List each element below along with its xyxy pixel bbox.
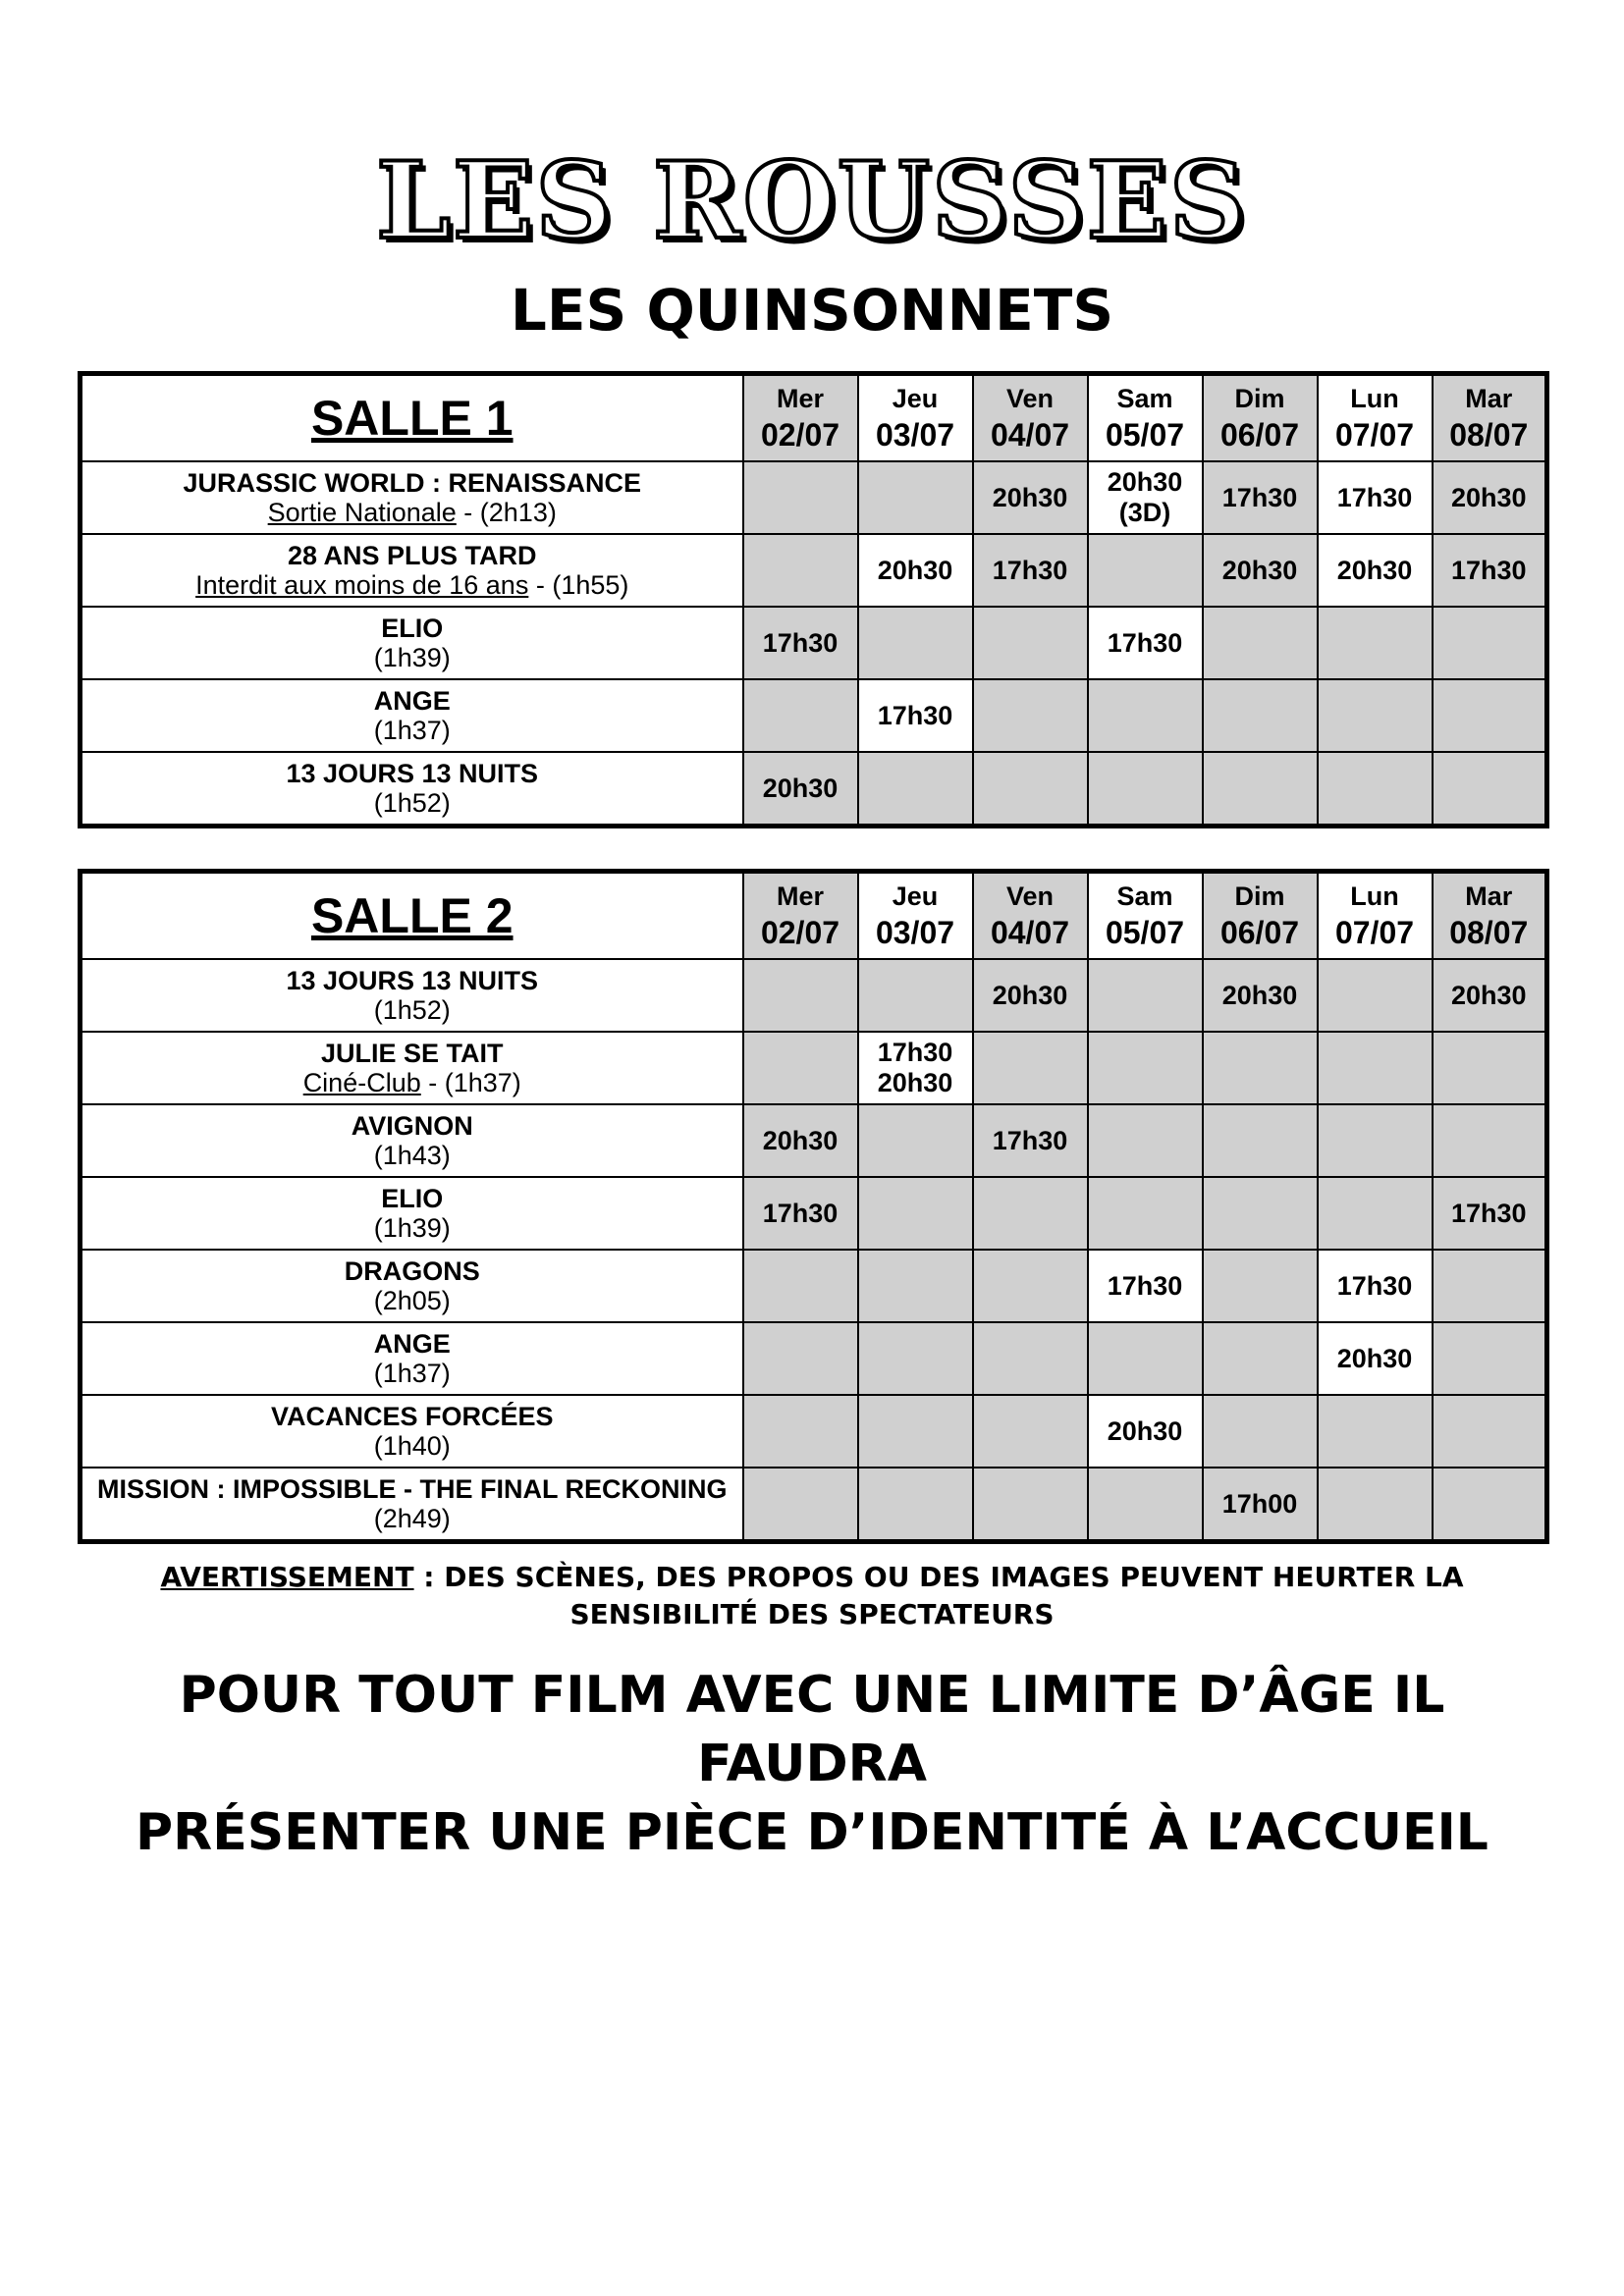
showtime-cell (1088, 1250, 1203, 1322)
showtime-cell (743, 1395, 858, 1468)
film-duration: (1h37) (373, 716, 451, 745)
showtime: 17h30 (1336, 482, 1413, 512)
showtime: 17h30 (992, 555, 1068, 585)
day-name: Ven (1005, 384, 1055, 413)
showtime-cell (1088, 959, 1203, 1032)
id-notice-line-1: POUR TOUT FILM AVEC UNE LIMITE D’ÂGE IL FAUDRA (179, 1666, 1445, 1793)
film-separator: - (420, 1068, 445, 1097)
showtime: 20h30 (1221, 980, 1298, 1010)
day-date: 08/07 (1449, 915, 1529, 950)
film-cell (81, 1032, 743, 1104)
day-name: Mer (776, 881, 824, 911)
showtime: 20h30 (1221, 555, 1298, 585)
showtime-cell (1433, 1468, 1547, 1542)
film-info (82, 498, 742, 527)
showtime-cell (743, 1468, 858, 1542)
showtime-cell (858, 1104, 973, 1177)
showtime: 20h30 (762, 1125, 839, 1155)
showtime: 20h30 (1336, 1343, 1413, 1373)
film-row (81, 679, 1547, 752)
film-info (82, 1359, 742, 1388)
showtime-cell (743, 1104, 858, 1177)
showtime-cell (1088, 752, 1203, 827)
showtime: 20h30 (877, 1068, 953, 1097)
day-date: 07/07 (1334, 417, 1415, 453)
day-header (1318, 374, 1433, 462)
showtime-cell (1088, 534, 1203, 607)
day-name: Mar (1465, 881, 1513, 911)
film-duration: (1h37) (444, 1068, 521, 1097)
showtime-cell (858, 1250, 973, 1322)
film-title: DRAGONS (344, 1256, 480, 1286)
day-name: Mer (776, 384, 824, 413)
showtime-cell (973, 1104, 1088, 1177)
film-cell (81, 679, 743, 752)
day-name: Lun (1350, 881, 1399, 911)
showtime-cell (973, 752, 1088, 827)
film-cell (81, 461, 743, 534)
day-name: Mar (1465, 384, 1513, 413)
showtime: 17h30 (1336, 1270, 1413, 1301)
showtime: 20h30 (1107, 1415, 1183, 1446)
showtime-cell (1203, 1468, 1318, 1542)
day-date: 05/07 (1105, 915, 1185, 950)
showtime: 20h30 (992, 980, 1068, 1010)
day-name: Sam (1116, 384, 1173, 413)
showtime-cell (973, 461, 1088, 534)
film-row (81, 1250, 1547, 1322)
showtime-cell (743, 752, 858, 827)
warning-text (93, 1559, 1531, 1633)
showtime-cell (1203, 607, 1318, 679)
film-row (81, 1468, 1547, 1542)
film-title: MISSION : IMPOSSIBLE - THE FINAL RECKONING (96, 1474, 728, 1504)
showtime-cell (1088, 1032, 1203, 1104)
film-row (81, 752, 1547, 827)
day-date: 04/07 (990, 417, 1070, 453)
day-header (858, 374, 973, 462)
film-info (82, 1068, 742, 1097)
day-name: Jeu (892, 881, 939, 911)
showtime-cell (973, 1250, 1088, 1322)
showtime-cell (1088, 1468, 1203, 1542)
film-row (81, 461, 1547, 534)
cinema-title: LES ROUSSES (376, 139, 1248, 263)
film-title: ELIO (381, 614, 444, 643)
film-info (82, 716, 742, 745)
day-header (973, 374, 1088, 462)
film-title: VACANCES FORCÉES (270, 1402, 554, 1431)
showtime-cell (1433, 1104, 1547, 1177)
film-duration: (1h52) (373, 788, 451, 818)
film-info (82, 788, 742, 818)
showtime-cell (1088, 1322, 1203, 1395)
day-header (858, 872, 973, 960)
showtime-cell (1433, 534, 1547, 607)
film-cell (81, 1177, 743, 1250)
film-cell (81, 959, 743, 1032)
showtime-cell (1318, 959, 1433, 1032)
day-date: 02/07 (760, 417, 840, 453)
showtime-cell (1318, 1468, 1433, 1542)
film-note: Ciné-Club (302, 1068, 421, 1097)
film-cell (81, 1468, 743, 1542)
showtime: 20h30 (992, 482, 1068, 512)
showtime: 20h30 (762, 773, 839, 803)
film-note: Sortie Nationale (267, 498, 457, 527)
day-header (1088, 872, 1203, 960)
showtime: 20h30 (877, 555, 953, 585)
showtime-cell (743, 1032, 858, 1104)
venue-subtitle: LES QUINSONNETS (510, 277, 1114, 344)
film-duration: (1h39) (373, 1213, 451, 1243)
showtime-cell (1433, 959, 1547, 1032)
showtime-cell (858, 752, 973, 827)
showtime-cell (1318, 752, 1433, 827)
film-title: ANGE (373, 1329, 451, 1359)
showtime-cell (1203, 1104, 1318, 1177)
day-header (1433, 872, 1547, 960)
showtime-cell (1433, 1177, 1547, 1250)
showtime-cell (1088, 1177, 1203, 1250)
showtime: (3D) (1118, 498, 1171, 527)
day-date: 06/07 (1219, 915, 1300, 950)
film-row (81, 1177, 1547, 1250)
film-cell (81, 1322, 743, 1395)
film-info (82, 1213, 742, 1243)
showtime-cell (1318, 1395, 1433, 1468)
film-duration: (1h55) (552, 570, 629, 600)
showtime-cell (1433, 461, 1547, 534)
showtime-cell (1318, 1104, 1433, 1177)
day-header (1203, 374, 1318, 462)
day-date: 07/07 (1334, 915, 1415, 950)
showtime-cell (1203, 1177, 1318, 1250)
showtime-cell (1088, 679, 1203, 752)
showtime: 17h30 (992, 1125, 1068, 1155)
film-cell (81, 752, 743, 827)
showtime-cell (743, 461, 858, 534)
showtime: 20h30 (1336, 555, 1413, 585)
showtime: 17h30 (762, 627, 839, 658)
showtime-cell (1203, 752, 1318, 827)
film-cell (81, 607, 743, 679)
showtime-cell (1318, 1177, 1433, 1250)
showtime-cell (1433, 679, 1547, 752)
film-cell (81, 534, 743, 607)
showtime-cell (1433, 1322, 1547, 1395)
showtime-cell (1433, 607, 1547, 679)
film-info (82, 570, 742, 600)
film-note: Interdit aux moins de 16 ans (195, 570, 529, 600)
showtime-cell (1203, 1322, 1318, 1395)
film-cell (81, 1104, 743, 1177)
film-row (81, 607, 1547, 679)
showtime: 17h30 (762, 1198, 839, 1228)
showtime-cell (1088, 607, 1203, 679)
salle-name: SALLE 2 (81, 872, 743, 960)
film-info (82, 643, 742, 672)
warning-label: AVERTISSEMENT (160, 1561, 414, 1593)
film-info (82, 1286, 742, 1315)
showtime: 17h30 (1450, 555, 1527, 585)
film-cell (81, 1395, 743, 1468)
showtime-cell (973, 679, 1088, 752)
showtime-cell (743, 959, 858, 1032)
film-duration: (1h52) (373, 995, 451, 1025)
film-duration: (1h43) (373, 1141, 451, 1170)
film-row (81, 1032, 1547, 1104)
film-title: AVIGNON (351, 1111, 473, 1141)
warning-body: : DES SCÈNES, DES PROPOS OU DES IMAGES PEUVENT HEURTER LA SENSIBILITÉ DES SPECTATEURS (413, 1561, 1464, 1630)
showtime-cell (1318, 1250, 1433, 1322)
showtime: 17h30 (1107, 627, 1183, 658)
showtime-cell (743, 1322, 858, 1395)
day-date: 06/07 (1219, 417, 1300, 453)
showtime-cell (858, 959, 973, 1032)
day-name: Jeu (892, 384, 939, 413)
showtime-cell (973, 1468, 1088, 1542)
showtime-cell (1088, 1104, 1203, 1177)
day-name: Dim (1234, 384, 1285, 413)
film-duration: (1h37) (373, 1359, 451, 1388)
showtime-cell (743, 1177, 858, 1250)
showtime-cell (1318, 534, 1433, 607)
day-name: Lun (1350, 384, 1399, 413)
showtime: 17h30 (1107, 1270, 1183, 1301)
film-row (81, 1104, 1547, 1177)
showtime-cell (858, 461, 973, 534)
showtime-cell (973, 1322, 1088, 1395)
day-date: 08/07 (1449, 417, 1529, 453)
film-info (82, 1141, 742, 1170)
film-title: JULIE SE TAIT (320, 1039, 504, 1068)
showtime-cell (973, 959, 1088, 1032)
showtime-cell (1318, 679, 1433, 752)
showtime: 17h30 (877, 1038, 953, 1067)
showtime: 17h00 (1221, 1488, 1298, 1519)
showtime-cell (743, 534, 858, 607)
showtime-cell (743, 679, 858, 752)
showtime: 20h30 (1450, 980, 1527, 1010)
film-row (81, 1395, 1547, 1468)
film-title: JURASSIC WORLD : RENAISSANCE (183, 468, 642, 498)
showtime-cell (858, 1468, 973, 1542)
film-title: 13 JOURS 13 NUITS (286, 966, 539, 995)
film-row (81, 534, 1547, 607)
id-notice (59, 1661, 1565, 1867)
day-name: Sam (1116, 881, 1173, 911)
film-row (81, 959, 1547, 1032)
schedule-table-salle-1 (78, 371, 1549, 828)
film-title: 28 ANS PLUS TARD (287, 541, 537, 570)
day-header (1433, 374, 1547, 462)
showtime-cell (1433, 752, 1547, 827)
showtime-cell (973, 1177, 1088, 1250)
showtime-cell (858, 607, 973, 679)
id-notice-line-2: PRÉSENTER UNE PIÈCE D’IDENTITÉ À L’ACCUEIL (135, 1803, 1489, 1862)
day-name: Ven (1005, 881, 1055, 911)
showtime-cell (743, 1250, 858, 1322)
day-header (973, 872, 1088, 960)
showtime: 17h30 (1221, 482, 1298, 512)
film-duration: (2h49) (373, 1504, 451, 1533)
salle-name: SALLE 1 (81, 374, 743, 462)
showtime-cell (1203, 461, 1318, 534)
showtime-cell (1433, 1395, 1547, 1468)
day-header (1203, 872, 1318, 960)
showtime-cell (1203, 679, 1318, 752)
showtime-cell (858, 679, 973, 752)
film-info (82, 995, 742, 1025)
film-title: ELIO (381, 1184, 444, 1213)
film-info (82, 1431, 742, 1461)
showtime: 20h30 (1107, 467, 1183, 497)
day-header (743, 374, 858, 462)
showtime-cell (1433, 1250, 1547, 1322)
day-date: 03/07 (875, 915, 955, 950)
film-separator: - (528, 570, 553, 600)
showtime-cell (858, 1322, 973, 1395)
showtime-cell (1203, 534, 1318, 607)
showtime: 20h30 (1450, 482, 1527, 512)
showtime: 17h30 (877, 700, 953, 730)
day-date: 02/07 (760, 915, 840, 950)
film-info (82, 1504, 742, 1533)
day-date: 05/07 (1105, 417, 1185, 453)
film-cell (81, 1250, 743, 1322)
film-separator: - (456, 498, 480, 527)
showtime-cell (1318, 1032, 1433, 1104)
showtime-cell (973, 1032, 1088, 1104)
day-name: Dim (1234, 881, 1285, 911)
film-duration: (2h05) (373, 1286, 451, 1315)
showtime-cell (973, 534, 1088, 607)
showtime-cell (1433, 1032, 1547, 1104)
showtime-cell (973, 607, 1088, 679)
showtime-cell (858, 1177, 973, 1250)
day-date: 03/07 (875, 417, 955, 453)
showtime-cell (1203, 959, 1318, 1032)
day-header (743, 872, 858, 960)
showtime-cell (1088, 461, 1203, 534)
film-row (81, 1322, 1547, 1395)
showtime-cell (858, 534, 973, 607)
schedule-table-salle-2 (78, 869, 1549, 1544)
showtime-cell (973, 1395, 1088, 1468)
film-duration: (2h13) (479, 498, 557, 527)
showtime-cell (743, 607, 858, 679)
showtime-cell (1318, 461, 1433, 534)
header-row (81, 872, 1547, 960)
header-row (81, 374, 1547, 462)
showtime-cell (858, 1395, 973, 1468)
showtime-cell (1318, 1322, 1433, 1395)
showtime: 17h30 (1450, 1198, 1527, 1228)
showtime-cell (858, 1032, 973, 1104)
showtime-cell (1203, 1032, 1318, 1104)
day-date: 04/07 (990, 915, 1070, 950)
film-title: ANGE (373, 686, 451, 716)
film-title: 13 JOURS 13 NUITS (286, 759, 539, 788)
showtime-cell (1203, 1395, 1318, 1468)
showtime-cell (1088, 1395, 1203, 1468)
day-header (1088, 374, 1203, 462)
film-duration: (1h40) (373, 1431, 451, 1461)
film-duration: (1h39) (373, 643, 451, 672)
day-header (1318, 872, 1433, 960)
showtime-cell (1203, 1250, 1318, 1322)
showtime-cell (1318, 607, 1433, 679)
